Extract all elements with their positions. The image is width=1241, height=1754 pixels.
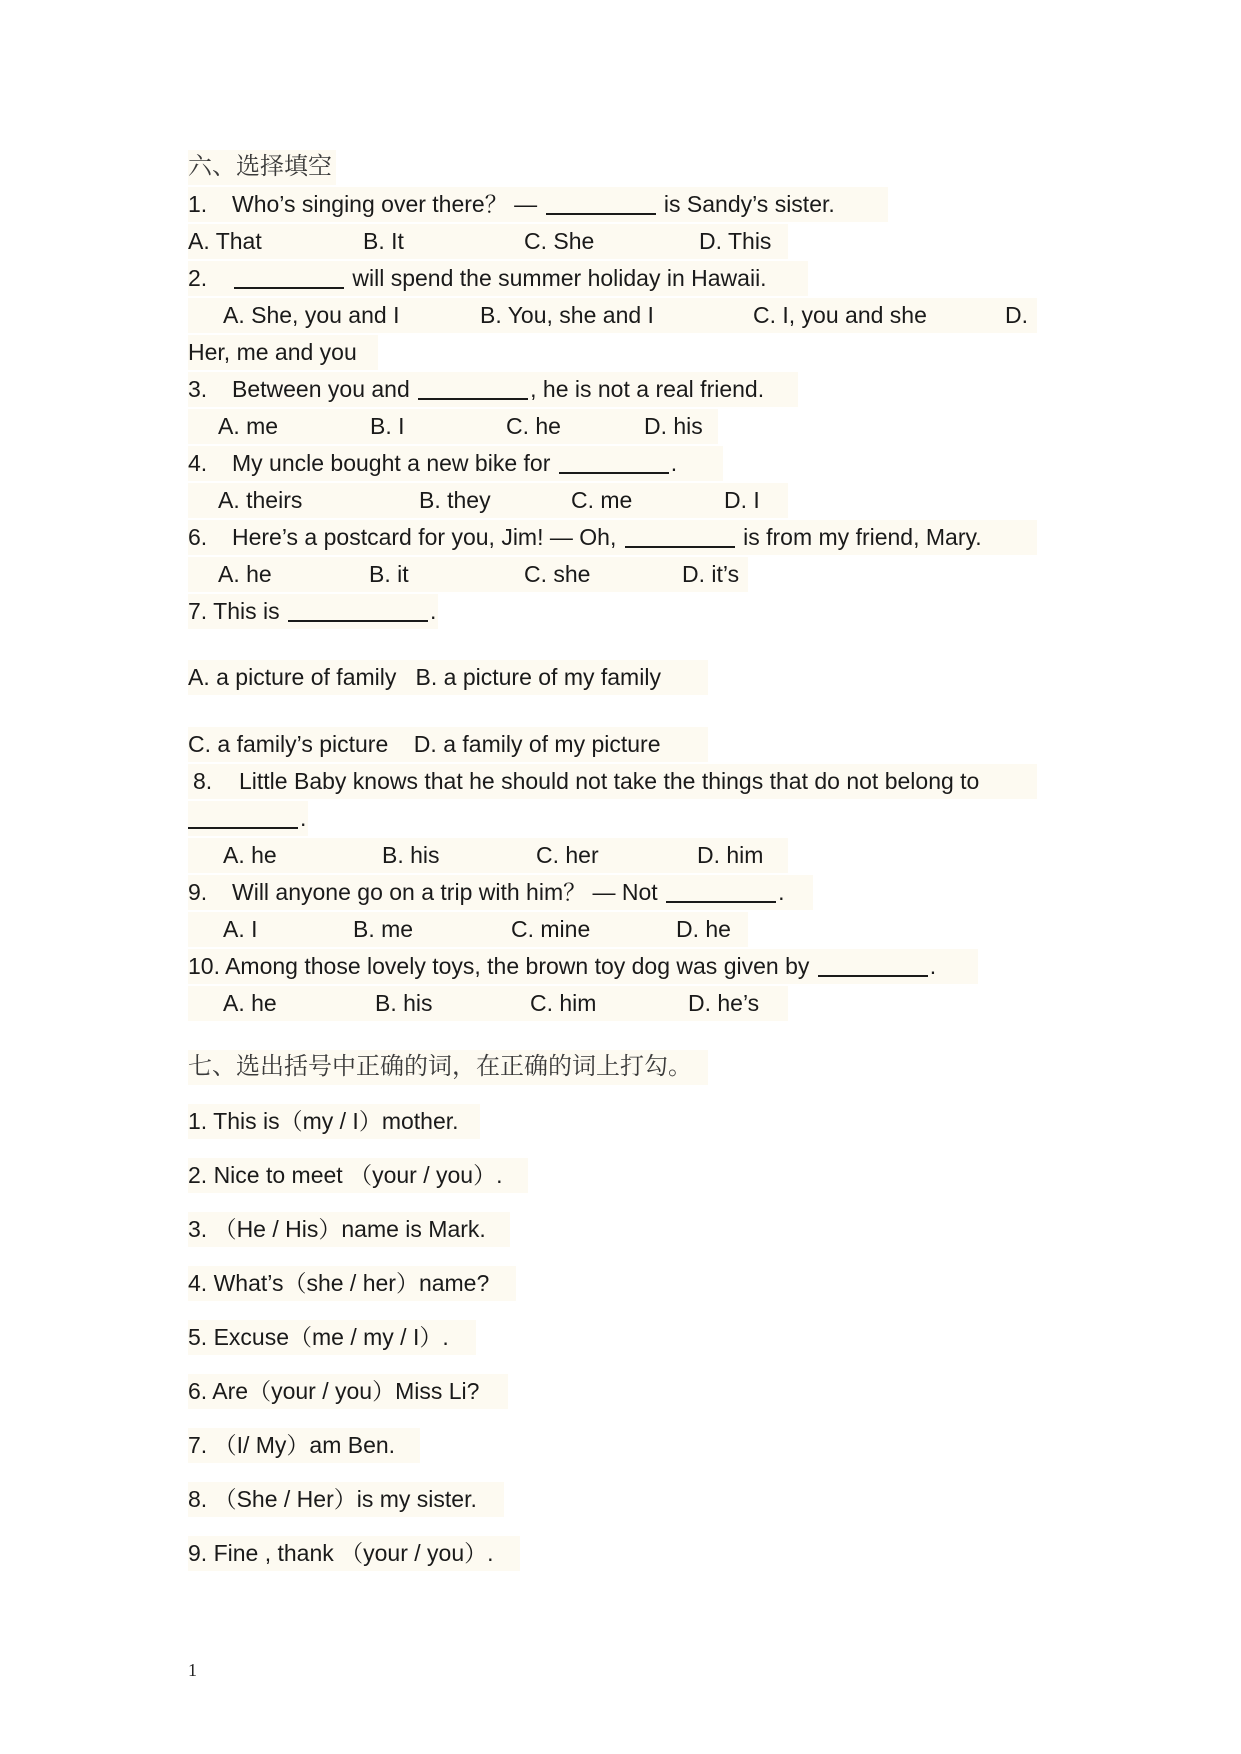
option-d: D. he xyxy=(676,916,731,942)
option-c: C. her xyxy=(536,842,599,868)
option-c: C. she xyxy=(524,561,591,587)
option-a: A. me xyxy=(218,413,279,439)
question-number: 2. xyxy=(188,265,208,291)
section-7-item-7: 7. （I/ My）am Ben. xyxy=(188,1428,420,1463)
question-7-options-line-2: C. a family’s picture D. a family of my picture xyxy=(188,727,708,762)
section-7-item-2: 2. Nice to meet （your / you）. xyxy=(188,1158,528,1193)
option-b: B. they xyxy=(419,487,491,513)
question-2-options xyxy=(188,298,1037,333)
question-text: Little Baby knows that he should not take the things that do not belong to xyxy=(239,768,980,794)
answer-blank xyxy=(818,949,928,977)
question-9-options xyxy=(188,912,748,947)
question-text: Who’s singing over there？ — is Sandy’s sister. xyxy=(232,187,835,222)
question-6-options xyxy=(188,557,748,592)
answer-blank xyxy=(546,187,656,215)
option-d: D. This xyxy=(699,228,772,254)
option-b: B. his xyxy=(375,990,433,1016)
question-number: 4. xyxy=(188,450,208,476)
option-a: A. he xyxy=(223,990,277,1016)
question-6 xyxy=(188,520,1037,555)
question-10-options xyxy=(188,986,788,1021)
option-b: B. me xyxy=(353,916,414,942)
question-7-options-line-1: A. a picture of family B. a picture of my family xyxy=(188,660,708,695)
option-d: D. he’s xyxy=(688,990,760,1016)
option-b: B. his xyxy=(382,842,440,868)
question-8-blank-line: . xyxy=(188,801,308,836)
question-number: 9. xyxy=(188,879,208,905)
question-3-options xyxy=(188,409,718,444)
question-2-option-d-text: Her, me and you xyxy=(188,335,378,370)
option-d: D. it’s xyxy=(682,561,740,587)
question-4 xyxy=(188,446,723,481)
option-a: A. theirs xyxy=(218,487,303,513)
question-10 xyxy=(188,949,978,984)
question-number: 1. xyxy=(188,191,208,217)
option-c: C. me xyxy=(571,487,633,513)
answer-blank xyxy=(288,594,428,622)
answer-blank xyxy=(418,372,528,400)
section-7-item-5: 5. Excuse（me / my / I）. xyxy=(188,1320,476,1355)
question-8-options xyxy=(188,838,788,873)
section-7-heading: 七、选出括号中正确的词，在正确的词上打勾。 xyxy=(188,1050,708,1085)
section-7-item-1: 1. This is（my / I）mother. xyxy=(188,1104,480,1139)
section-7-item-4: 4. What’s（she / her）name? xyxy=(188,1266,516,1301)
question-text: Here’s a postcard for you, Jim! — Oh, is from my friend, Mary. xyxy=(232,520,982,555)
question-text: 7. This is . xyxy=(188,594,436,629)
question-number: 6. xyxy=(188,524,208,550)
option-c: C. him xyxy=(530,990,597,1016)
question-text: will spend the summer holiday in Hawaii. xyxy=(232,261,767,296)
question-2 xyxy=(188,261,808,296)
section-7-item-3: 3. （He / His）name is Mark. xyxy=(188,1212,510,1247)
option-a: A. he xyxy=(223,842,277,868)
section-7-item-6: 6. Are（your / you）Miss Li? xyxy=(188,1374,508,1409)
option-c: C. he xyxy=(506,413,561,439)
page-number: 1 xyxy=(188,1660,197,1680)
option-b: B. it xyxy=(369,561,409,587)
question-1-options xyxy=(188,224,788,259)
question-text: 10. Among those lovely toys, the brown toy dog was given by . xyxy=(188,949,936,984)
option-b: B. You, she and I xyxy=(480,302,654,328)
answer-blank xyxy=(234,261,344,289)
question-number: 3. xyxy=(188,376,208,402)
option-d: D. his xyxy=(644,413,703,439)
answer-blank xyxy=(625,520,735,548)
option-a: A. She, you and I xyxy=(223,302,400,328)
question-8 xyxy=(188,764,1037,799)
option-a: A. he xyxy=(218,561,272,587)
option-c: C. She xyxy=(524,228,595,254)
option-a: A. I xyxy=(223,916,258,942)
question-text: Between you and , he is not a real friend. xyxy=(232,372,764,407)
option-d: D. I xyxy=(724,487,760,513)
question-7 xyxy=(188,594,438,629)
option-c: C. I, you and she xyxy=(753,302,927,328)
question-text: Will anyone go on a trip with him？ — Not . xyxy=(232,875,784,910)
question-3 xyxy=(188,372,798,407)
option-c: C. mine xyxy=(511,916,591,942)
question-9 xyxy=(188,875,813,910)
section-6-heading: 六、选择填空 xyxy=(188,150,336,185)
question-4-options xyxy=(188,483,788,518)
answer-blank xyxy=(188,801,298,829)
question-number: 8. xyxy=(193,768,213,794)
option-b: B. I xyxy=(370,413,405,439)
question-text: My uncle bought a new bike for . xyxy=(232,446,677,481)
answer-blank xyxy=(666,875,776,903)
answer-blank xyxy=(559,446,669,474)
option-d: D. him xyxy=(697,842,764,868)
section-7-item-8: 8. （She / Her）is my sister. xyxy=(188,1482,504,1517)
question-1 xyxy=(188,187,888,222)
option-a: A. That xyxy=(188,228,262,254)
option-b: B. It xyxy=(363,228,404,254)
option-d: D. xyxy=(1005,302,1028,328)
section-7-item-9: 9. Fine , thank （your / you）. xyxy=(188,1536,520,1571)
